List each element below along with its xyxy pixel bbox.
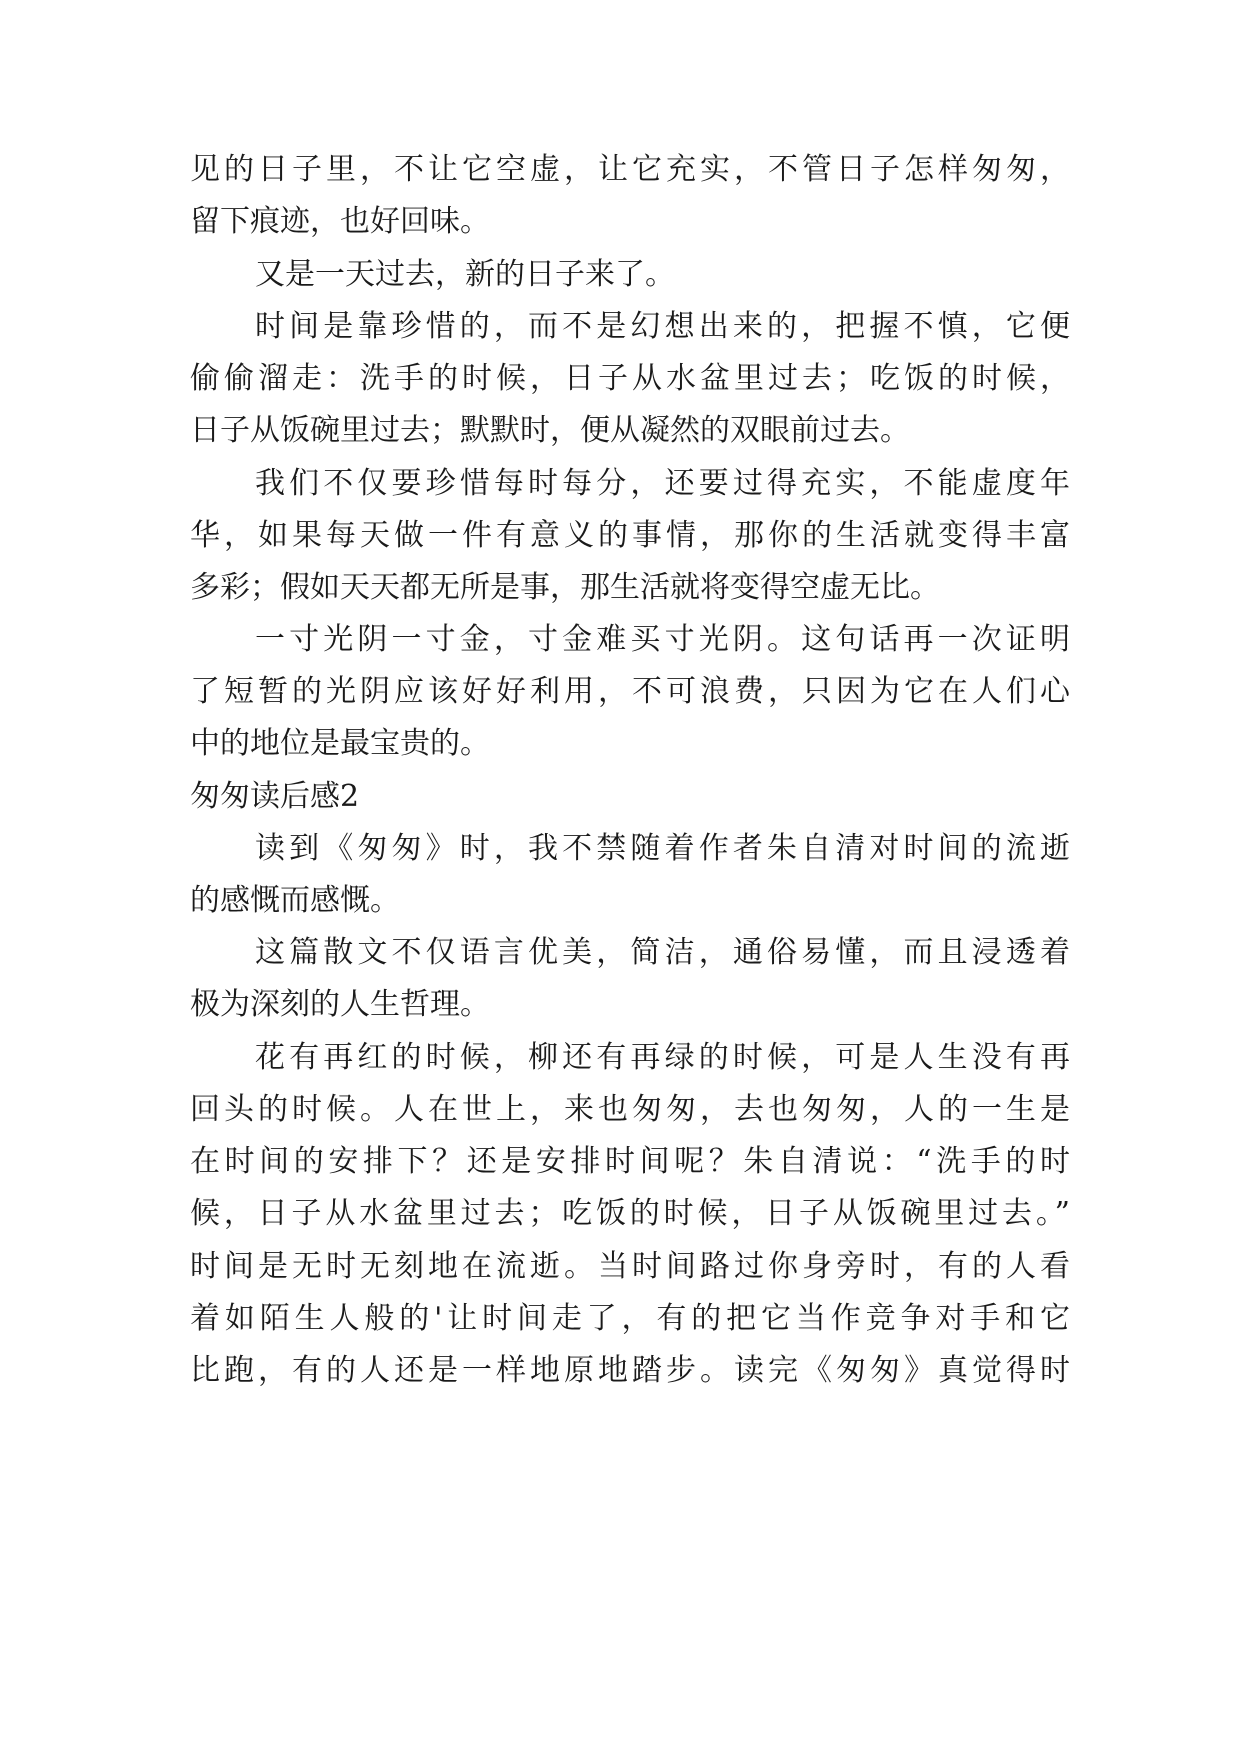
- section-heading: 匆匆读后感2: [190, 779, 360, 814]
- text-line: 比跑，有的人还是一样地原地踏步。读完《匆匆》真觉得时: [190, 1353, 1070, 1388]
- text-line: 时间是靠珍惜的，而不是幻想出来的，把握不慎，它便: [255, 309, 1070, 344]
- text-line: 又是一天过去，新的日子来了。: [255, 257, 675, 292]
- text-line: 着如陌生人般的'让时间走了，有的把它当作竞争对手和它: [190, 1301, 1070, 1336]
- text-line: 偷偷溜走：洗手的时候，日子从水盆里过去；吃饭的时候，: [190, 361, 1070, 396]
- text-line: 这篇散文不仅语言优美，简洁，通俗易懂，而且浸透着: [255, 935, 1070, 970]
- text-line: 日子从饭碗里过去；默默时，便从凝然的双眼前过去。: [190, 413, 910, 448]
- text-line: 的感慨而感慨。: [190, 883, 400, 918]
- text-line: 多彩；假如天天都无所是事，那生活就将变得空虚无比。: [190, 570, 940, 605]
- text-line: 一寸光阴一寸金，寸金难买寸光阴。这句话再一次证明: [255, 622, 1070, 657]
- text-line: 花有再红的时候，柳还有再绿的时候，可是人生没有再: [255, 1040, 1070, 1075]
- text-line: 华，如果每天做一件有意义的事情，那你的生活就变得丰富: [190, 518, 1070, 553]
- text-line: 读到《匆匆》时，我不禁随着作者朱自清对时间的流逝: [255, 831, 1070, 866]
- text-line: 回头的时候。人在世上，来也匆匆，去也匆匆，人的一生是: [190, 1092, 1070, 1127]
- text-line: 我们不仅要珍惜每时每分，还要过得充实，不能虚度年: [255, 466, 1070, 501]
- text-line: 时间是无时无刻地在流逝。当时间路过你身旁时，有的人看: [190, 1249, 1070, 1284]
- text-line: 在时间的安排下？还是安排时间呢？朱自清说：“洗手的时: [190, 1144, 1070, 1179]
- text-line: 了短暂的光阴应该好好利用，不可浪费，只因为它在人们心: [190, 674, 1070, 709]
- text-line: 中的地位是最宝贵的。: [190, 726, 490, 761]
- text-line: 见的日子里，不让它空虚，让它充实，不管日子怎样匆匆，: [190, 152, 1070, 187]
- text-line: 候，日子从水盆里过去；吃饭的时候，日子从饭碗里过去。”: [190, 1196, 1070, 1231]
- text-line: 极为深刻的人生哲理。: [190, 987, 490, 1022]
- text-line: 留下痕迹，也好回味。: [190, 204, 490, 239]
